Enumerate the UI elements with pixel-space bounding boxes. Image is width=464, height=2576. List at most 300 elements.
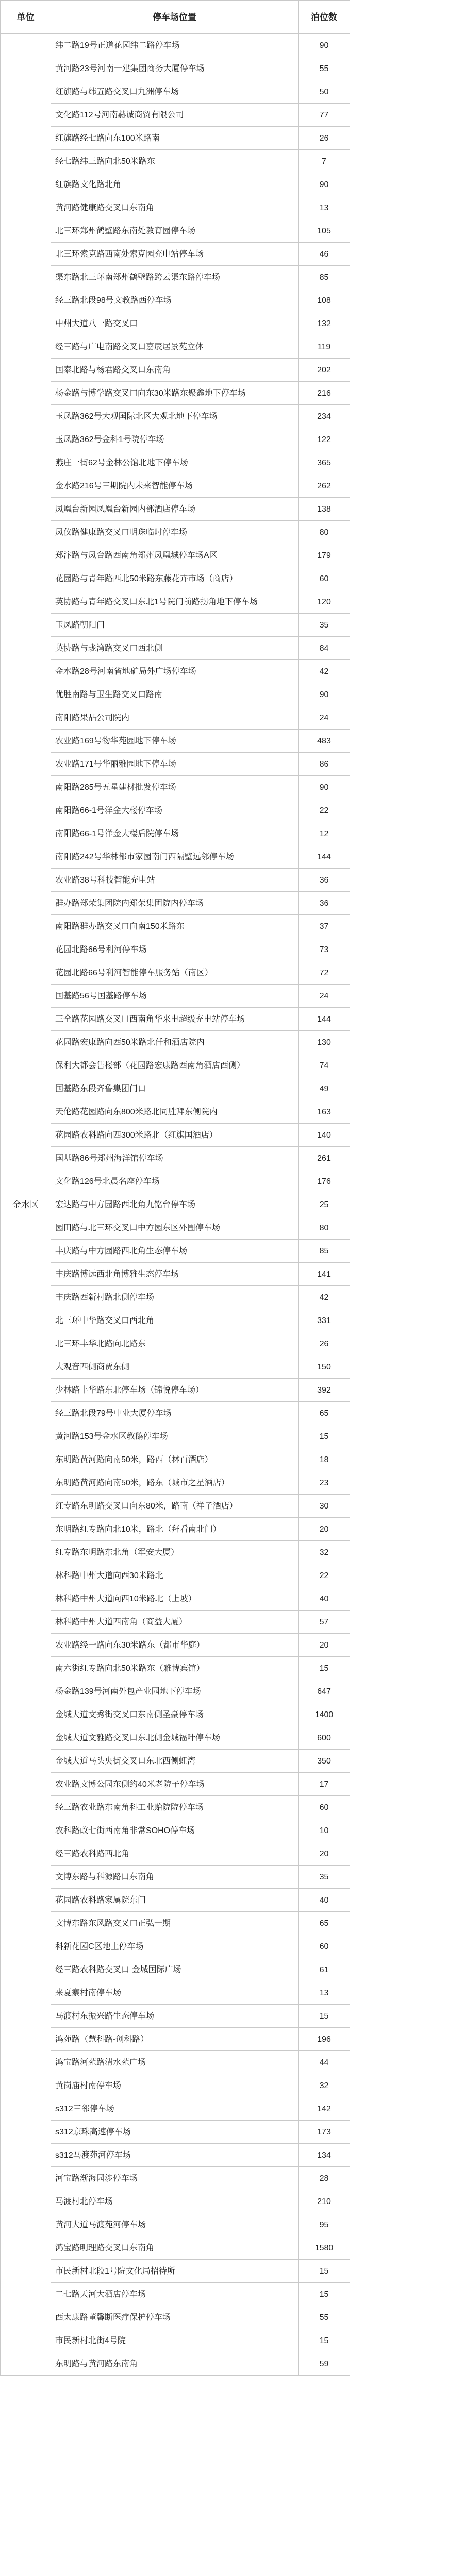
blank-cell: [350, 590, 464, 614]
table-row: [1, 1263, 464, 1286]
spaces-cell: 55: [299, 57, 350, 80]
blank-cell: [350, 1703, 464, 1726]
table-row: [1, 1518, 464, 1541]
blank-cell: [350, 1634, 464, 1657]
blank-cell: [350, 730, 464, 753]
table-row: [1, 1680, 464, 1703]
blank-cell: [350, 1054, 464, 1077]
table-row: [1, 1657, 464, 1680]
location-cell: 群办路郑荣集团院内郑荣集团院内停车场: [51, 892, 299, 915]
spaces-cell: 22: [299, 1564, 350, 1587]
spaces-cell: 20: [299, 1634, 350, 1657]
spaces-cell: 85: [299, 1240, 350, 1263]
location-cell: 马渡村北停车场: [51, 2190, 299, 2213]
blank-cell: [350, 127, 464, 150]
spaces-cell: 22: [299, 799, 350, 822]
location-cell: s312三邻停车场: [51, 2097, 299, 2121]
table-row: [1, 498, 464, 521]
header-district: 单位: [1, 1, 51, 34]
location-cell: s312京珠高速停车场: [51, 2121, 299, 2144]
location-cell: 河宝路渐海园涉停车场: [51, 2167, 299, 2190]
location-cell: 宏达路与中方园路西北角九铭台停车场: [51, 1193, 299, 1216]
blank-cell: [350, 1819, 464, 1842]
location-cell: 农科路政七街西南角非常SOHO停车场: [51, 1819, 299, 1842]
location-cell: 林科路中州大道向西10米路北（上坡）: [51, 1587, 299, 1611]
blank-cell: [350, 219, 464, 243]
table-row: [1, 80, 464, 104]
location-cell: 鸿宝路明理路交叉口东南角: [51, 2236, 299, 2260]
location-cell: 黄河路健康路交叉口东南角: [51, 196, 299, 219]
blank-cell: [350, 2074, 464, 2097]
blank-cell: [350, 1286, 464, 1309]
spaces-cell: 60: [299, 567, 350, 590]
table-row: [1, 1611, 464, 1634]
table-row: [1, 1935, 464, 1958]
blank-cell: [350, 1100, 464, 1124]
spaces-cell: 90: [299, 683, 350, 706]
blank-cell: [350, 335, 464, 359]
table-row: [1, 2028, 464, 2051]
spaces-cell: 13: [299, 196, 350, 219]
table-row: [1, 776, 464, 799]
location-cell: 渠东路北三环南郑州鹤壁路跨云渠东路停车场: [51, 266, 299, 289]
spaces-cell: 17: [299, 1773, 350, 1796]
spaces-cell: 150: [299, 1355, 350, 1379]
spaces-cell: 36: [299, 869, 350, 892]
table-row: [1, 1819, 464, 1842]
location-cell: 纬二路19号正道花园纬二路停车场: [51, 34, 299, 57]
table-row: [1, 544, 464, 567]
blank-cell: [350, 1263, 464, 1286]
blank-cell: [350, 1240, 464, 1263]
location-cell: 郑汴路与凤台路西南角郑州凤凰城停车场A区: [51, 544, 299, 567]
blank-cell: [350, 2097, 464, 2121]
spaces-cell: 65: [299, 1402, 350, 1425]
table-row: [1, 1355, 464, 1379]
table-row: [1, 590, 464, 614]
table-row: [1, 312, 464, 335]
spaces-cell: 28: [299, 2167, 350, 2190]
location-cell: 马渡村东振兴路生态停车场: [51, 2005, 299, 2028]
table-row: [1, 2121, 464, 2144]
table-row: [1, 196, 464, 219]
table-row: [1, 2167, 464, 2190]
blank-cell: [350, 1216, 464, 1240]
location-cell: 玉凤路362号金科1号院停车场: [51, 428, 299, 451]
location-cell: 红旗路与纬五路交叉口九洲停车场: [51, 80, 299, 104]
blank-cell: [350, 799, 464, 822]
blank-cell: [350, 614, 464, 637]
table-row: [1, 985, 464, 1008]
location-cell: 南阳路66-1号洋金大楼后院停车场: [51, 822, 299, 845]
location-cell: 优胜南路与卫生路交叉口路南: [51, 683, 299, 706]
blank-cell: [350, 845, 464, 869]
table-row: [1, 2074, 464, 2097]
table-row: [1, 892, 464, 915]
spaces-cell: 32: [299, 1541, 350, 1564]
spaces-cell: 26: [299, 127, 350, 150]
spaces-cell: 105: [299, 219, 350, 243]
blank-cell: [350, 2028, 464, 2051]
spaces-cell: 350: [299, 1750, 350, 1773]
location-cell: 花园北路66号利河停车场: [51, 938, 299, 961]
location-cell: 杨金路139号河南外包产业园地下停车场: [51, 1680, 299, 1703]
spaces-cell: 86: [299, 753, 350, 776]
table-row: [1, 799, 464, 822]
spaces-cell: 365: [299, 451, 350, 474]
location-cell: 少林路丰华路东北停车场（锦悦停车场）: [51, 1379, 299, 1402]
table-row: [1, 335, 464, 359]
blank-cell: [350, 428, 464, 451]
spaces-cell: 77: [299, 104, 350, 127]
location-cell: 北三环丰华北路向北路东: [51, 1332, 299, 1355]
blank-cell: [350, 1750, 464, 1773]
blank-cell: [350, 869, 464, 892]
table-row: [1, 753, 464, 776]
spaces-cell: 12: [299, 822, 350, 845]
location-cell: 南阳路285号五星建材批发停车场: [51, 776, 299, 799]
table-row: [1, 1193, 464, 1216]
spaces-cell: 35: [299, 1866, 350, 1889]
table-row: [1, 34, 464, 57]
spaces-cell: 15: [299, 2005, 350, 2028]
blank-cell: [350, 2121, 464, 2144]
blank-cell: [350, 1355, 464, 1379]
location-cell: 经三路北段98号文教路西停车场: [51, 289, 299, 312]
spaces-cell: 40: [299, 1889, 350, 1912]
location-cell: 中州大道八一路交叉口: [51, 312, 299, 335]
spaces-cell: 59: [299, 2352, 350, 2376]
blank-cell: [350, 34, 464, 57]
location-cell: 农业路169号物华苑园地下停车场: [51, 730, 299, 753]
blank-cell: [350, 1935, 464, 1958]
blank-cell: [350, 266, 464, 289]
blank-cell: [350, 1124, 464, 1147]
spaces-cell: 15: [299, 2260, 350, 2283]
table-row: [1, 1286, 464, 1309]
table-row: [1, 2190, 464, 2213]
blank-cell: [350, 2306, 464, 2329]
location-cell: 林科路中州大道向西30米路北: [51, 1564, 299, 1587]
blank-cell: [350, 753, 464, 776]
table-row: [1, 567, 464, 590]
blank-cell: [350, 1912, 464, 1935]
table-row: [1, 1889, 464, 1912]
header-blank: [350, 1, 464, 34]
spaces-cell: 138: [299, 498, 350, 521]
blank-cell: [350, 1170, 464, 1193]
blank-cell: [350, 961, 464, 985]
spaces-cell: 44: [299, 2051, 350, 2074]
table-row: [1, 1100, 464, 1124]
location-cell: 花园路农科路向西300米路北（红旗国酒店）: [51, 1124, 299, 1147]
table-row: [1, 1564, 464, 1587]
spaces-cell: 483: [299, 730, 350, 753]
spaces-cell: 23: [299, 1471, 350, 1495]
blank-cell: [350, 1448, 464, 1471]
table-header-row: [1, 1, 464, 34]
spaces-cell: 60: [299, 1935, 350, 1958]
location-cell: 南阳路242号华林都市家园南门西隔壁远邻停车场: [51, 845, 299, 869]
location-cell: 经三路与广电南路交叉口嘉辰居景苑立体: [51, 335, 299, 359]
spaces-cell: 647: [299, 1680, 350, 1703]
spaces-cell: 60: [299, 1796, 350, 1819]
location-cell: 北三环郑州鹤壁路东南处教育园停车场: [51, 219, 299, 243]
table-row: [1, 2097, 464, 2121]
blank-cell: [350, 915, 464, 938]
blank-cell: [350, 2005, 464, 2028]
blank-cell: [350, 706, 464, 730]
blank-cell: [350, 1495, 464, 1518]
table-row: [1, 1796, 464, 1819]
table-row: [1, 1379, 464, 1402]
blank-cell: [350, 2260, 464, 2283]
table-row: [1, 1958, 464, 1981]
table-row: [1, 2352, 464, 2376]
location-cell: 金城大道马头央街交叉口东北西侧虹湾: [51, 1750, 299, 1773]
table-row: [1, 660, 464, 683]
blank-cell: [350, 1587, 464, 1611]
spaces-cell: 25: [299, 1193, 350, 1216]
blank-cell: [350, 2236, 464, 2260]
spaces-cell: 95: [299, 2213, 350, 2236]
location-cell: 花园北路66号利河智能停车服务站（南区）: [51, 961, 299, 985]
table-row: [1, 1842, 464, 1866]
table-row: [1, 1773, 464, 1796]
table-row: [1, 150, 464, 173]
spaces-cell: 32: [299, 2074, 350, 2097]
location-cell: 国泰北路与杨君路交叉口东南角: [51, 359, 299, 382]
location-cell: 花园路农科路家属院东门: [51, 1889, 299, 1912]
location-cell: 国基路56号国基路停车场: [51, 985, 299, 1008]
table-row: [1, 1471, 464, 1495]
table-row: [1, 405, 464, 428]
blank-cell: [350, 1564, 464, 1587]
spaces-cell: 20: [299, 1518, 350, 1541]
table-row: [1, 289, 464, 312]
spaces-cell: 50: [299, 80, 350, 104]
spaces-cell: 144: [299, 845, 350, 869]
location-cell: 农业路171号华丽雅园地下停车场: [51, 753, 299, 776]
location-cell: 英协路与青年路交叉口东北1号院门前路拐角地下停车场: [51, 590, 299, 614]
table-row: [1, 845, 464, 869]
table-row: [1, 1726, 464, 1750]
blank-cell: [350, 1193, 464, 1216]
spaces-cell: 24: [299, 985, 350, 1008]
table-row: [1, 2005, 464, 2028]
table-row: [1, 359, 464, 382]
table-row: [1, 1216, 464, 1240]
table-row: [1, 173, 464, 196]
spaces-cell: 90: [299, 173, 350, 196]
spaces-cell: 163: [299, 1100, 350, 1124]
location-cell: 黄河大道马渡苑河停车场: [51, 2213, 299, 2236]
table-row: [1, 1240, 464, 1263]
spaces-cell: 7: [299, 150, 350, 173]
spaces-cell: 134: [299, 2144, 350, 2167]
location-cell: 南六街红专路向北50米路东（雅博宾馆）: [51, 1657, 299, 1680]
district-cell: 金水区: [1, 34, 51, 2376]
spaces-cell: 80: [299, 521, 350, 544]
location-cell: 农业路经一路向东30米路东（都市华庭）: [51, 1634, 299, 1657]
spaces-cell: 55: [299, 2306, 350, 2329]
table-row: [1, 382, 464, 405]
table-row: [1, 1147, 464, 1170]
location-cell: 燕庄一街62号金林公馆北地下停车场: [51, 451, 299, 474]
location-cell: 保利大都会售楼部（花园路宏康路西南角酒店西侧）: [51, 1054, 299, 1077]
location-cell: 三全路花园路交叉口西南角华来电超级充电站停车场: [51, 1008, 299, 1031]
table-row: [1, 1495, 464, 1518]
location-cell: 金城大道文秀街交叉口东南侧圣豪停车场: [51, 1703, 299, 1726]
table-row: [1, 1703, 464, 1726]
location-cell: 东明路黄河路向南50米，路西（林百酒店）: [51, 1448, 299, 1471]
spaces-cell: 35: [299, 614, 350, 637]
spaces-cell: 130: [299, 1031, 350, 1054]
table-row: [1, 2306, 464, 2329]
blank-cell: [350, 1332, 464, 1355]
blank-cell: [350, 521, 464, 544]
table-row: [1, 2236, 464, 2260]
blank-cell: [350, 451, 464, 474]
blank-cell: [350, 1541, 464, 1564]
spaces-cell: 108: [299, 289, 350, 312]
blank-cell: [350, 498, 464, 521]
table-row: [1, 706, 464, 730]
blank-cell: [350, 150, 464, 173]
blank-cell: [350, 892, 464, 915]
table-row: [1, 127, 464, 150]
spaces-cell: 30: [299, 1495, 350, 1518]
blank-cell: [350, 938, 464, 961]
spaces-cell: 15: [299, 2283, 350, 2306]
location-cell: 科新花园C区地上停车场: [51, 1935, 299, 1958]
location-cell: 农业路38号科技智能充电站: [51, 869, 299, 892]
spaces-cell: 173: [299, 2121, 350, 2144]
table-row: [1, 474, 464, 498]
spaces-cell: 144: [299, 1008, 350, 1031]
blank-cell: [350, 1031, 464, 1054]
location-cell: 文博东路与科源路口东南角: [51, 1866, 299, 1889]
location-cell: 黄河路23号河南一建集团商务大厦停车场: [51, 57, 299, 80]
blank-cell: [350, 2190, 464, 2213]
spaces-cell: 122: [299, 428, 350, 451]
spaces-cell: 120: [299, 590, 350, 614]
blank-cell: [350, 2213, 464, 2236]
table-row: [1, 1124, 464, 1147]
location-cell: 黄河路153号金水区教鹅停车场: [51, 1425, 299, 1448]
spaces-cell: 80: [299, 1216, 350, 1240]
blank-cell: [350, 474, 464, 498]
table-row: [1, 730, 464, 753]
spaces-cell: 49: [299, 1077, 350, 1100]
table-row: [1, 219, 464, 243]
spaces-cell: 392: [299, 1379, 350, 1402]
location-cell: 国基路东段齐鲁集团门口: [51, 1077, 299, 1100]
spaces-cell: 10: [299, 1819, 350, 1842]
location-cell: 南阳路群办路交叉口向南150米路东: [51, 915, 299, 938]
table-row: [1, 451, 464, 474]
blank-cell: [350, 1379, 464, 1402]
location-cell: 北三环索克路西南处索克园充电站停车场: [51, 243, 299, 266]
location-cell: 北三环中华路交叉口西北角: [51, 1309, 299, 1332]
spaces-cell: 73: [299, 938, 350, 961]
blank-cell: [350, 2144, 464, 2167]
blank-cell: [350, 243, 464, 266]
blank-cell: [350, 1425, 464, 1448]
spaces-cell: 61: [299, 1958, 350, 1981]
location-cell: 丰庆路博远西北角博雅生态停车场: [51, 1263, 299, 1286]
location-cell: 天伦路花园路向东800米路北同胜拜东侧院内: [51, 1100, 299, 1124]
spaces-cell: 1400: [299, 1703, 350, 1726]
spaces-cell: 26: [299, 1332, 350, 1355]
blank-cell: [350, 1726, 464, 1750]
table-row: [1, 1541, 464, 1564]
table-row: [1, 1332, 464, 1355]
blank-cell: [350, 1077, 464, 1100]
table-row: [1, 243, 464, 266]
blank-cell: [350, 2167, 464, 2190]
spaces-cell: 15: [299, 1425, 350, 1448]
table-row: [1, 1077, 464, 1100]
location-cell: 鸿宝路河苑路清水苑广场: [51, 2051, 299, 2074]
spaces-cell: 74: [299, 1054, 350, 1077]
location-cell: 市民新村北段1号院文化局招待所: [51, 2260, 299, 2283]
location-cell: 文化路126号北晨名座停车场: [51, 1170, 299, 1193]
table-row: [1, 637, 464, 660]
table-row: [1, 2283, 464, 2306]
blank-cell: [350, 2283, 464, 2306]
spaces-cell: 600: [299, 1726, 350, 1750]
location-cell: 林科路中州大道西南角（商益大厦）: [51, 1611, 299, 1634]
location-cell: 花园路宏康路向西50米路北仟和酒店院内: [51, 1031, 299, 1054]
location-cell: s312马渡苑河停车场: [51, 2144, 299, 2167]
location-cell: 东明路红专路向北10米，路北（拜看南北门）: [51, 1518, 299, 1541]
blank-cell: [350, 637, 464, 660]
spaces-cell: 142: [299, 2097, 350, 2121]
table-row: [1, 822, 464, 845]
spaces-cell: 57: [299, 1611, 350, 1634]
spaces-cell: 119: [299, 335, 350, 359]
blank-cell: [350, 1958, 464, 1981]
table-row: [1, 521, 464, 544]
spaces-cell: 37: [299, 915, 350, 938]
spaces-cell: 331: [299, 1309, 350, 1332]
location-cell: 红专路东明路交叉口向东80米，路南（祥子酒店）: [51, 1495, 299, 1518]
table-row: [1, 1981, 464, 2005]
blank-cell: [350, 173, 464, 196]
blank-cell: [350, 822, 464, 845]
spaces-cell: 15: [299, 2329, 350, 2352]
table-row: [1, 1402, 464, 1425]
blank-cell: [350, 776, 464, 799]
location-cell: 园田路与北三环交叉口中方园东区外围停车场: [51, 1216, 299, 1240]
spaces-cell: 13: [299, 1981, 350, 2005]
table-row: [1, 614, 464, 637]
spaces-cell: 176: [299, 1170, 350, 1193]
blank-cell: [350, 1008, 464, 1031]
blank-cell: [350, 683, 464, 706]
table-row: [1, 1912, 464, 1935]
blank-cell: [350, 1657, 464, 1680]
location-cell: 国基路86号郑州海洋馆停车场: [51, 1147, 299, 1170]
table-row: [1, 104, 464, 127]
location-cell: 西太康路董馨断医疗保护停车场: [51, 2306, 299, 2329]
table-row: [1, 961, 464, 985]
spaces-cell: 46: [299, 243, 350, 266]
spaces-cell: 85: [299, 266, 350, 289]
blank-cell: [350, 1842, 464, 1866]
blank-cell: [350, 1611, 464, 1634]
